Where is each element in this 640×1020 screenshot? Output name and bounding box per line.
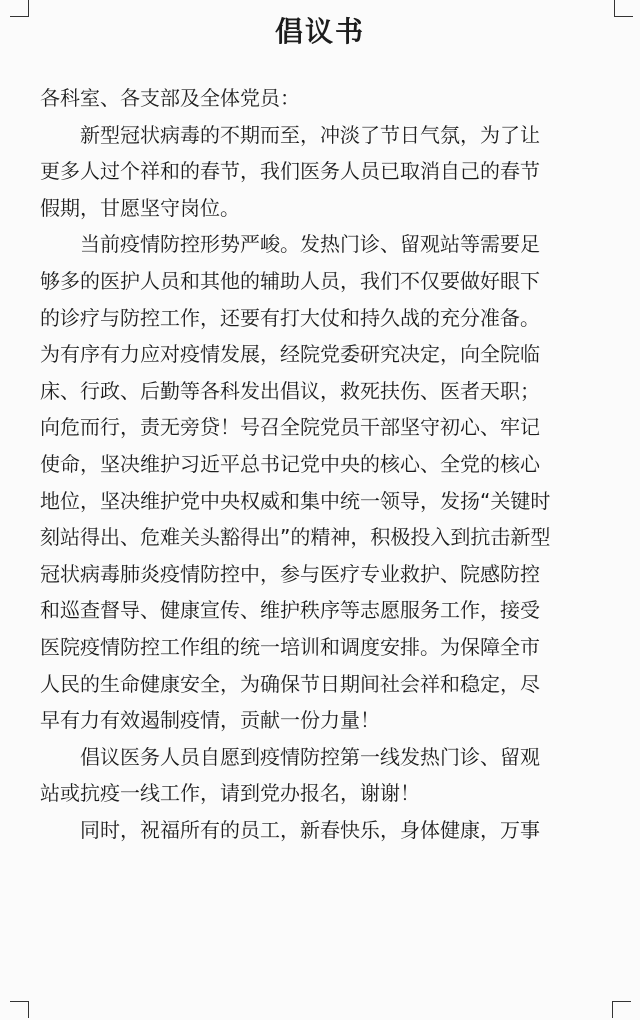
text-line: 更多人过个祥和的春节，我们医务人员已取消自己的春节: [40, 159, 540, 184]
text-line: 冠状病毒肺炎疫情防控中，参与医疗专业救护、院感防控: [40, 561, 540, 586]
text-line: 假期，甘愿坚守岗位。: [40, 195, 240, 220]
text-line: 床、行政、后勤等各科发出倡议，救死扶伤、医者天职；: [40, 378, 540, 403]
text-line: 够多的医护人员和其他的辅助人员，我们不仅要做好眼下: [40, 268, 540, 293]
text-line: 新型冠状病毒的不期而至，冲淡了节日气氛，为了让: [80, 122, 540, 147]
text-line: 早有力有效遏制疫情，贡献一份力量！: [40, 708, 380, 733]
text-line: 向危而行，责无旁贷！号召全院党员干部坚守初心、牢记: [40, 415, 540, 440]
text-line: 刻站得出、危难关头豁得出”的精神，积极投入到抗击新型: [40, 525, 551, 550]
document-body: [40, 80, 620, 848]
text-line: 地位，坚决维护党中央权威和集中统一领导，发扬“关键时: [40, 488, 551, 513]
salutation: 各科室、各支部及全体党员：: [40, 86, 300, 110]
document-title: 倡议书: [274, 15, 365, 48]
text-line: 的诊疗与防控工作，还要有打大仗和持久战的充分准备。: [40, 305, 540, 330]
text-line: 和巡查督导、健康宣传、维护秩序等志愿服务工作，接受: [40, 598, 540, 623]
crop-mark-bottom-right: [612, 1001, 631, 1018]
crop-mark-bottom-left: [10, 1001, 29, 1018]
text-line: 使命，坚决维护习近平总书记党中央的核心、全党的核心: [40, 451, 540, 476]
text-line: 当前疫情防控形势严峻。发热门诊、留观站等需要足: [80, 232, 540, 257]
text-line: 为有序有力应对疫情发展，经院党委研究决定，向全院临: [40, 342, 540, 367]
text-line: 人民的生命健康安全，为确保节日期间社会祥和稳定，尽: [40, 671, 540, 696]
text-line: 倡议医务人员自愿到疫情防控第一线发热门诊、留观: [80, 744, 540, 769]
text-line: 医院疫情防控工作组的统一培训和调度安排。为保障全市: [40, 634, 540, 659]
text-line: 站或抗疫一线工作，请到党办报名，谢谢！: [40, 781, 420, 806]
text-line: 同时，祝福所有的员工，新春快乐，身体健康，万事: [80, 817, 540, 842]
